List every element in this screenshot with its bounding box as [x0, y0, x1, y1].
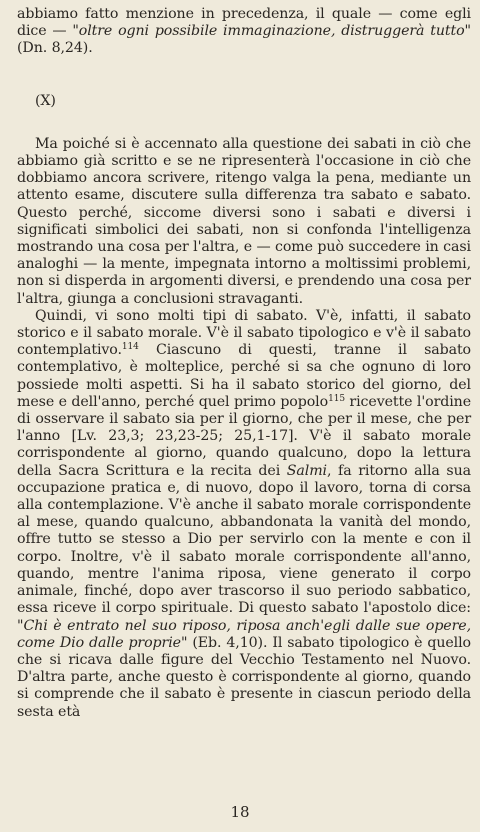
section-mark: (X) [35, 92, 56, 109]
text-run: " (Eb. 4,10). Il sabato tipologico è quello che si ricava dalle figure del Vecchio Testamento nel Nuovo. D'altra parte, anche questo è corrispondente al giorno, quando si comprende che il sabato è presente in ciascun periodo della sesta età [17, 634, 471, 720]
page-body [17, 6, 471, 721]
intro-quote: oltre ogni possibile immaginazione, distruggerà tutto [78, 23, 465, 40]
text-run: ricevette l'ordine di osservare il sabato sia per il giorno, che per il mese, che per l'anno [Lv. 23,3; 23,23-25; 25,1-17]. V'è il sabato morale corrispondente al giorno, quando qualcuno, dopo la lettura della Sacra Scrittura e la recita dei [17, 393, 471, 479]
intro-citation: " (Dn. 8,24). [17, 23, 471, 57]
footnote-ref-114[interactable]: 114 [121, 342, 139, 353]
salmi-title: Salmi [286, 462, 327, 479]
text-run: , fa ritorno alla sua occupazione pratica e, di nuovo, dopo il lavoro, torna di corsa alla contemplazione. V'è anche il sabato morale corrispondente al mese, quando qualcuno, abbandonata la vanità del mondo, offre tutto se stesso a Dio per servirlo con la mente e con il corpo. Inoltre, v'è il sabato morale corrispondente all'anno, quando, mentre l'anima riposa, viene generato il corpo animale, finché, dopo aver trascorso il suo periodo sabbatico, essa riceve il corpo spirituale. Di questo sabato l'apostolo dice: " [17, 462, 471, 634]
intro-text: abbiamo fatto menzione in precedenza, il quale — come egli dice — " [17, 6, 471, 40]
paragraph-sabati: Ma poiché si è accennato alla questione dei sabati in ciò che abbiamo già scritto e se ne ripresenterà l'occasione in ciò che dobbiamo ancora scrivere, ritengo valga la pena, mediante un attento esame, discutere sulla differenza tra sabato e sabato. Questo perché, siccome diversi sono i sabati e diversi i significati simbolici dei sabati, non si confonda l'intelligenza mostrando una cosa per l'altra, e — come può succedere in casi analoghi — la mente, impegnata intorno a moltissimi problemi, non si disperda in argomenti diversi, e prendendo una cosa per l'altra, giunga a conclusioni stravaganti. [17, 135, 471, 307]
text-run: Quindi, vi sono molti tipi di sabato. V'è, infatti, il sabato storico e il sabato morale. V'è il sabato tipologico e v'è il sabato contemplativo. [17, 307, 471, 359]
text-run: Ciascuno di questi, tranne il sabato contemplativo, è molteplice, perché si sa che ognuno di loro possiede molti aspetti. Si ha il sabato storico del giorno, del mese e dell'anno, perché quel primo popolo [17, 342, 471, 410]
paragraph-tipi-di-sabato [17, 308, 471, 721]
footnote-ref-115[interactable]: 115 [328, 393, 345, 404]
page-number: 18 [230, 803, 250, 821]
intro-paragraph [17, 6, 471, 58]
hebrews-quote: Chi è entrato nel suo riposo, riposa anch'egli dalle sue opere, come Dio dalle proprie [17, 617, 471, 651]
